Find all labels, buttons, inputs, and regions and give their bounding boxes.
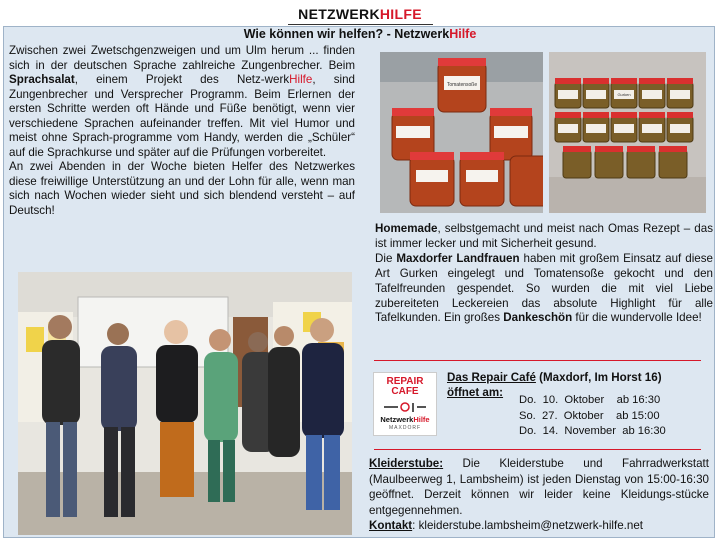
repair-date-item: Do. 14. November ab 16:30	[519, 425, 666, 437]
headline-accent: Hilfe	[449, 27, 477, 41]
kleiderstube-text	[369, 456, 709, 518]
repair-opening-label: öffnet am:	[447, 385, 504, 399]
brand-title-part1: NETZWERK	[298, 6, 380, 22]
text-span: , selbstgemacht und meist nach Omas Rezept – das ist immer lecker und mit Sicherheit gesund.	[375, 222, 713, 250]
repair-title-location: (Maxdorf, Im Horst 16)	[535, 371, 662, 384]
repair-dates-list	[519, 393, 666, 440]
brand-underline	[288, 24, 433, 25]
sprachsalat-paragraph-2: An zwei Abenden in der Woche bieten Helfer des Netzwerkes diese freiwillige Unterstützung an und der Lohn für alle, wenn man sich nach Wochen wieder sieht und sich blendend versteht – auf Deutsch!	[9, 160, 355, 217]
homemade-bold: Homemade	[375, 222, 438, 235]
repair-logo-line2: CAFE	[391, 386, 419, 397]
text-span: Die	[375, 251, 397, 265]
sprachsalat-article	[9, 44, 355, 218]
homemade-paragraph-1	[375, 222, 713, 252]
homemade-article	[375, 222, 713, 326]
repair-logo-brand-part1: Netzwerk	[380, 415, 414, 424]
brand-inline-part1: werk	[264, 73, 290, 86]
repair-logo-brand-part2: Hilfe	[413, 415, 430, 424]
jars-photo-tomato	[380, 52, 543, 213]
kleiderstube-colon: :	[439, 457, 444, 470]
section-divider	[374, 360, 701, 361]
section-divider	[374, 449, 701, 450]
text-span: für die wundervolle Idee!	[572, 311, 702, 325]
text-span: haben mit großem Einsatz auf diese Art Gurken eingelegt und Tomatensoße gekocht und den Tafelfreunden gespendet. So wurden die mit viel Liebe zubereiteten Leckereien das absolute Highlight für alle Tafelkunden. Ein großes	[375, 251, 713, 325]
text-span: , einem Projekt des Netz-	[74, 73, 265, 86]
tools-icon	[382, 400, 428, 412]
kleiderstube-section	[369, 456, 709, 534]
repair-date-item: Do. 10. Oktober ab 16:30	[519, 394, 661, 406]
contact-label: Kontakt	[369, 519, 413, 533]
headline-text: Wie können wir helfen? - Netzwerk	[243, 27, 450, 41]
group-photo	[18, 272, 352, 535]
jars-photo-gherkins	[549, 52, 706, 213]
kleiderstube-contact	[369, 518, 709, 534]
brand-title	[0, 6, 720, 22]
repair-logo-line1: REPAIR	[386, 376, 424, 387]
sprachsalat-paragraph-1	[9, 44, 355, 160]
brand-inline-part2: Hilfe	[289, 73, 313, 86]
jar-label-tomato: Tomatensoße	[446, 82, 478, 88]
headline	[0, 27, 720, 41]
text-span: Die Kleiderstube und Fahrradwerkstatt (Maulbeerweg 1, Lambsheim) ist jeden Dienstag von 15:00-16:30 geöffnet. Derzeit können wir leider keine Kleidungs-stücke entgegennehmen.	[369, 457, 709, 517]
repair-cafe-logo	[373, 372, 437, 436]
jar-label-gherkins: Gurken	[617, 92, 631, 97]
sprachsalat-bold: Sprachsalat	[9, 73, 75, 86]
text-span: , sind Zungenbrecher und Versprecher Programm. Beim Erlernen der ersten Schritte werden oft Hände und Füße benötigt, wenn vier verschiedene Sprachen aufeinander treffen. Mit viel Humor und meist ohne Sprach-programme vom Handy, werden die „Schüler“ auf die Sprachkurse und später auf die Prüfungen vorbereitet.	[9, 73, 355, 159]
kleiderstube-label: Kleiderstube	[369, 457, 440, 470]
repair-title-name: Das Repair Café	[447, 371, 536, 384]
text-span: Zwischen zwei Zwetschgenzweigen und um Ulm herum ... finden sich in der deutschen Sprache zahlreiche Zungenbrecher. Beim	[9, 44, 355, 72]
dankeschoen-bold: Dankeschön	[503, 311, 573, 325]
repair-date-item: So. 27. Oktober ab 15:00	[519, 409, 660, 422]
landfrauen-bold: Maxdorfer Landfrauen	[396, 251, 520, 265]
repair-logo-brand	[374, 415, 436, 424]
contact-email[interactable]: : kleiderstube.lambsheim@netzwerk-hilfe.net	[412, 519, 644, 533]
homemade-paragraph-2	[375, 252, 713, 327]
repair-logo-sub: MAXDORF	[389, 425, 421, 431]
brand-title-part2: HILFE	[379, 6, 422, 22]
repair-cafe-title	[447, 371, 702, 386]
